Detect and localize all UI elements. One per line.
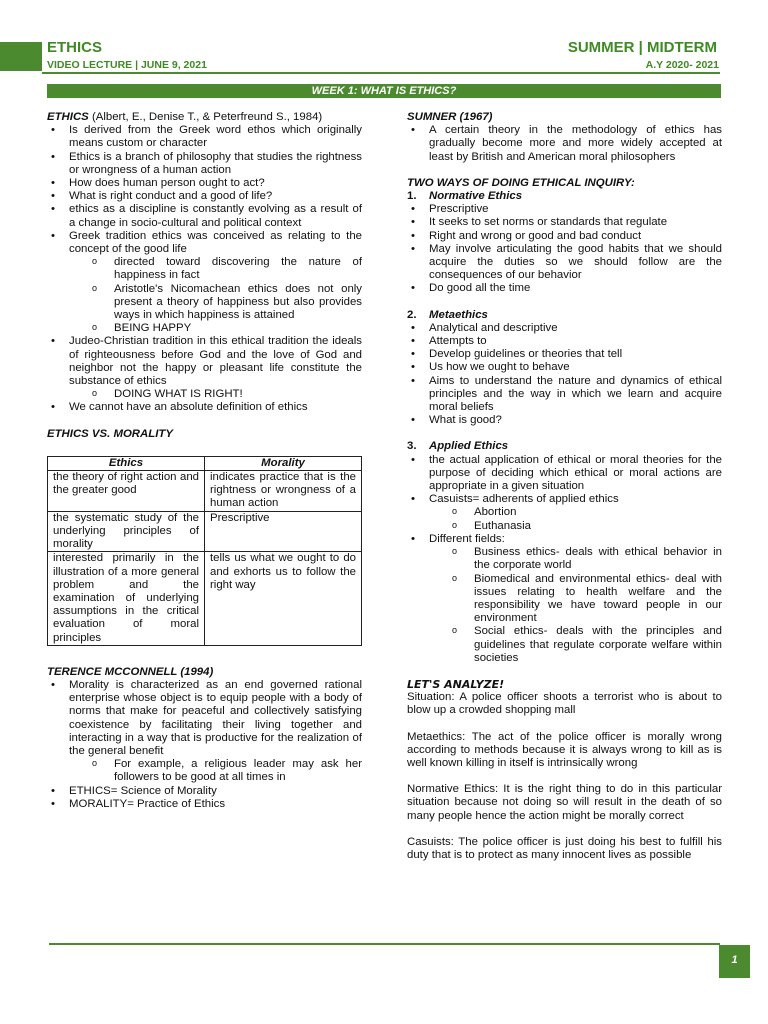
two-ways-heading: TWO WAYS OF DOING ETHICAL INQUIRY: [407, 176, 635, 189]
table-header-morality: Morality [205, 456, 362, 470]
sub-list-item: o Business ethics- deals with ethical behavior in the corporate world [429, 546, 722, 572]
lets-analyze-heading: LET'S ANALYZE! [407, 677, 505, 691]
table-cell: indicates practice that is the rightness or wrongness of a human action [205, 471, 362, 512]
heading-text: Applied Ethics [429, 440, 509, 453]
sumner-heading: SUMNER (1967) [407, 111, 493, 123]
list-item [47, 230, 362, 336]
list-item-text: Judeo-Christian tradition in this ethical tradition the ideals of righteousness before God and the love of God and neighbor not the happy or pleasant life constitute the substance of ethics [69, 335, 362, 388]
list-item: • Us how we ought to behave [407, 361, 722, 374]
number-label: 2. [407, 308, 417, 321]
table-cell: the theory of right action and the greater good [48, 471, 205, 512]
metaethics-paragraph: Metaethics: The act of the police officer is morally wrong according to methods because it is always wrong to kill as is well known killing in itself is intrinsically wrong [407, 730, 722, 769]
sub-list-item: o directed toward discovering the nature of happiness in fact [69, 256, 362, 282]
sub-list-item: o Biomedical and environmental ethics- deal with issues relating to health welfare and the responsibility we have toward people in our environment [429, 573, 722, 626]
ethics-list [47, 124, 362, 414]
table-cell: tells us what we ought to do and exhorts us to follow the right way [205, 552, 362, 645]
table-cell: the systematic study of the underlying principles of morality [48, 511, 205, 552]
list-item [47, 679, 362, 785]
course-title: ETHICS [47, 39, 103, 56]
header-corner-block [0, 42, 42, 71]
mcconnell-heading: TERENCE MCCONNELL (1994) [47, 665, 214, 678]
list-item: • A certain theory in the methodology of ethics has gradually become more and more widely accepted at least by British and American moral philosophers [407, 124, 722, 164]
list-item: • Is derived from the Greek word ethos which originally means custom or character [47, 124, 362, 150]
ethics-morality-table [47, 456, 362, 646]
sub-list [69, 256, 362, 335]
ethics-title: ETHICS [47, 111, 89, 123]
list-item: • How does human person ought to act? [47, 177, 362, 190]
table-header-ethics: Ethics [48, 456, 205, 470]
list-item-text: Morality is characterized as an end governed rational enterprise whose object is to equip people with a body of norms that make for peaceful and collectively satisfying coexistence by facilitating their living together and interacting in a way that is productive for the realization of the general benefit [69, 678, 362, 757]
sub-list [429, 546, 722, 665]
page-number: 1 [719, 945, 750, 978]
list-item: • What is right conduct and a good of life? [47, 190, 362, 203]
left-column [47, 111, 362, 811]
list-item: • the actual application of ethical or moral theories for the purpose of deciding which ethical or moral actions are appropriate in a given situation [407, 454, 722, 494]
list-item: • Analytical and descriptive [407, 322, 722, 335]
list-item-text: Different fields: [429, 532, 505, 545]
list-item: • ethics as a discipline is constantly evolving as a result of a change in socio-cultural and political context [47, 203, 362, 229]
sub-list-item: o Euthanasia [429, 520, 722, 533]
list-item: • Aims to understand the nature and dynamics of ethical principles and the way in which we learn and acquire moral beliefs [407, 375, 722, 415]
sub-list-item: o Aristotle's Nicomachean ethics does not only present a theory of happiness but also provides ways in which happiness is attained [69, 283, 362, 323]
metaethics-list [407, 322, 722, 428]
list-item: • Ethics is a branch of philosophy that studies the rightness or wrongness of a human action [47, 151, 362, 177]
table-row [48, 511, 362, 552]
sub-list [69, 758, 362, 784]
list-item [47, 335, 362, 401]
header-rule [42, 72, 720, 74]
sumner-list [407, 124, 722, 164]
lecture-date: VIDEO LECTURE | JUNE 9, 2021 [47, 59, 207, 71]
sub-list-item: o DOING WHAT IS RIGHT! [69, 388, 362, 401]
list-item: • We cannot have an absolute definition of ethics [47, 401, 362, 414]
sub-list [429, 506, 722, 532]
footer-rule [49, 943, 720, 945]
ethics-citation: (Albert, E., Denise T., & Peterfreund S., 1984) [88, 111, 323, 123]
normative-ethics-heading [407, 190, 722, 203]
situation-paragraph: Situation: A police officer shoots a terrorist who is about to blow up a crowded shopping mall [407, 691, 722, 717]
sub-list-item: o Abortion [429, 506, 722, 519]
applied-list [407, 454, 722, 665]
normative-paragraph: Normative Ethics: It is the right thing to do in this particular situation because not doing so will result in the death of so many people hence the action might be morally correct [407, 783, 722, 822]
term-title: SUMMER | MIDTERM [567, 39, 717, 56]
sub-list-item: o Social ethics- deals with the principles and guidelines that regulate corporate welfare within societies [429, 625, 722, 665]
list-item: • Prescriptive [407, 203, 722, 216]
list-item: • Attempts to [407, 335, 722, 348]
sub-list [69, 388, 362, 401]
list-item-text: Greek tradition ethics was conceived as relating to the concept of the good life [69, 229, 362, 256]
casuists-paragraph: Casuists: The police officer is just doing his best to fulfill his duty that is to protect as many innocent lives as possible [407, 835, 722, 861]
list-item: • MORALITY= Practice of Ethics [47, 798, 362, 811]
list-item: • ETHICS= Science of Morality [47, 785, 362, 798]
heading-text: Normative Ethics [429, 190, 523, 203]
list-item: • Develop guidelines or theories that tell [407, 348, 722, 361]
list-item: • Right and wrong or good and bad conduct [407, 230, 722, 243]
table-row [48, 471, 362, 512]
normative-list [407, 203, 722, 295]
sub-list-item: o For example, a religious leader may ask her followers to be good at all times in [69, 758, 362, 784]
table-header-row [48, 456, 362, 470]
right-column [407, 111, 722, 862]
number-label: 3. [407, 440, 417, 453]
ethics-vs-morality-heading: ETHICS VS. MORALITY [47, 427, 173, 440]
list-item: • It seeks to set norms or standards that regulate [407, 216, 722, 229]
week-banner: WEEK 1: WHAT IS ETHICS? [47, 84, 721, 98]
list-item-text: Casuists= adherents of applied ethics [429, 493, 619, 506]
number-label: 1. [407, 190, 417, 203]
table-row [48, 552, 362, 645]
list-item [407, 533, 722, 665]
list-item: • May involve articulating the good habits that we should acquire the duties so we should follow are the consequences of our behavior [407, 243, 722, 283]
list-item [407, 493, 722, 533]
metaethics-heading [407, 309, 722, 322]
list-item: • What is good? [407, 414, 722, 427]
applied-ethics-heading [407, 440, 722, 453]
table-cell: interested primarily in the illustration of a more general problem and the examination of underlying assumptions in the critical evaluation of moral principles [48, 552, 205, 645]
sub-list-item: o BEING HAPPY [69, 322, 362, 335]
mcconnell-list [47, 679, 362, 811]
ethics-heading [47, 111, 362, 124]
academic-year: A.Y 2020- 2021 [645, 59, 719, 71]
heading-text: Metaethics [429, 308, 488, 321]
table-cell: Prescriptive [205, 511, 362, 552]
list-item: • Do good all the time [407, 282, 722, 295]
